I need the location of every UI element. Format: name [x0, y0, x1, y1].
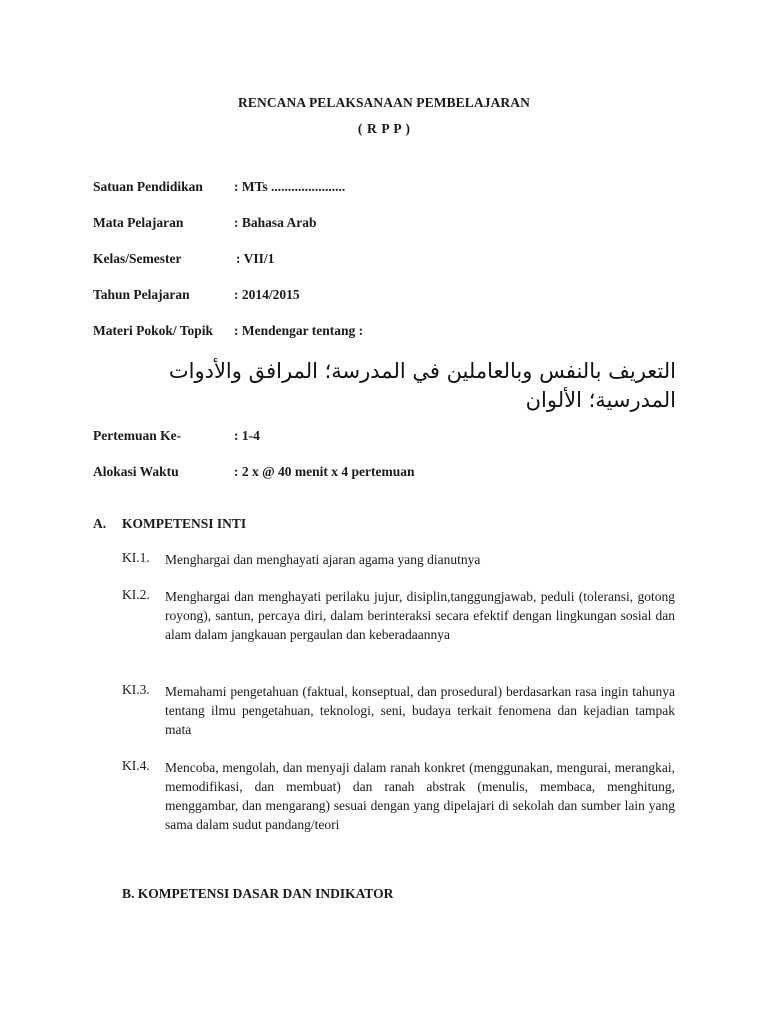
topic-arabic: التعريف بالنفس وبالعاملين في المدرسة؛ المرافق والأدوات المدرسية؛ الألوان	[168, 359, 676, 412]
ki-2-text: Menghargai dan menghayati perilaku jujur, disiplin,tanggungjawab, peduli (toleransi, gotong royong), santun, percaya diri, dalam berinteraksi secara efektif dengan lingkungan sosial dan alam dalam jangkauan pergaulan dan keberadaannya	[165, 589, 675, 642]
meta-label-mapel: Mata Pelajaran	[93, 215, 184, 230]
meta-label-kelas: Kelas/Semester	[93, 251, 182, 266]
ki-2-number: KI.2.	[122, 587, 150, 602]
meta-label-satuan: Satuan Pendidikan	[93, 179, 203, 194]
section-a-letter: A.	[93, 516, 107, 531]
meta-value-mapel: : Bahasa Arab	[234, 215, 317, 230]
ki-1-text: Menghargai dan menghayati ajaran agama yang dianutnya	[165, 552, 481, 567]
meta-label-pertemuan: Pertemuan Ke-	[93, 428, 182, 443]
ki-4-number: KI.4.	[122, 758, 150, 773]
meta-value-materi: : Mendengar tentang :	[234, 323, 364, 338]
section-b-heading: B. KOMPETENSI DASAR DAN INDIKATOR	[122, 886, 394, 901]
meta-value-satuan: : MTs ......................	[234, 179, 346, 194]
document-subtitle: ( R P P )	[357, 121, 411, 136]
meta-value-tahun: : 2014/2015	[234, 287, 300, 302]
meta-label-alokasi: Alokasi Waktu	[93, 464, 179, 479]
meta-value-alokasi: : 2 x @ 40 menit x 4 pertemuan	[234, 464, 415, 479]
section-a-heading: KOMPETENSI INTI	[122, 516, 247, 531]
ki-3-number: KI.3.	[122, 682, 150, 697]
ki-1-number: KI.1.	[122, 550, 150, 565]
meta-value-pertemuan: : 1-4	[234, 428, 260, 443]
meta-value-kelas: : VII/1	[236, 251, 275, 266]
ki-3-text: Memahami pengetahuan (faktual, konseptual, dan prosedural) berdasarkan rasa ingin tahunya tentang ilmu pengetahuan, teknologi, seni, budaya terkait fenomena dan kejadian tampak mata	[165, 684, 675, 737]
document-title: RENCANA PELAKSANAAN PEMBELAJARAN	[238, 95, 530, 110]
meta-label-materi: Materi Pokok/ Topik	[93, 323, 214, 338]
ki-4-text: Mencoba, mengolah, dan menyaji dalam ranah konkret (menggunakan, mengurai, merangkai, memodifikasi, dan membuat) dan ranah abstrak (menulis, membaca, menghitung, menggambar, dan mengarang) sesuai dengan yang dipelajari di sekolah dan sumber lain yang sama dalam sudut pandang/teori	[165, 760, 675, 832]
meta-label-tahun: Tahun Pelajaran	[93, 287, 190, 302]
